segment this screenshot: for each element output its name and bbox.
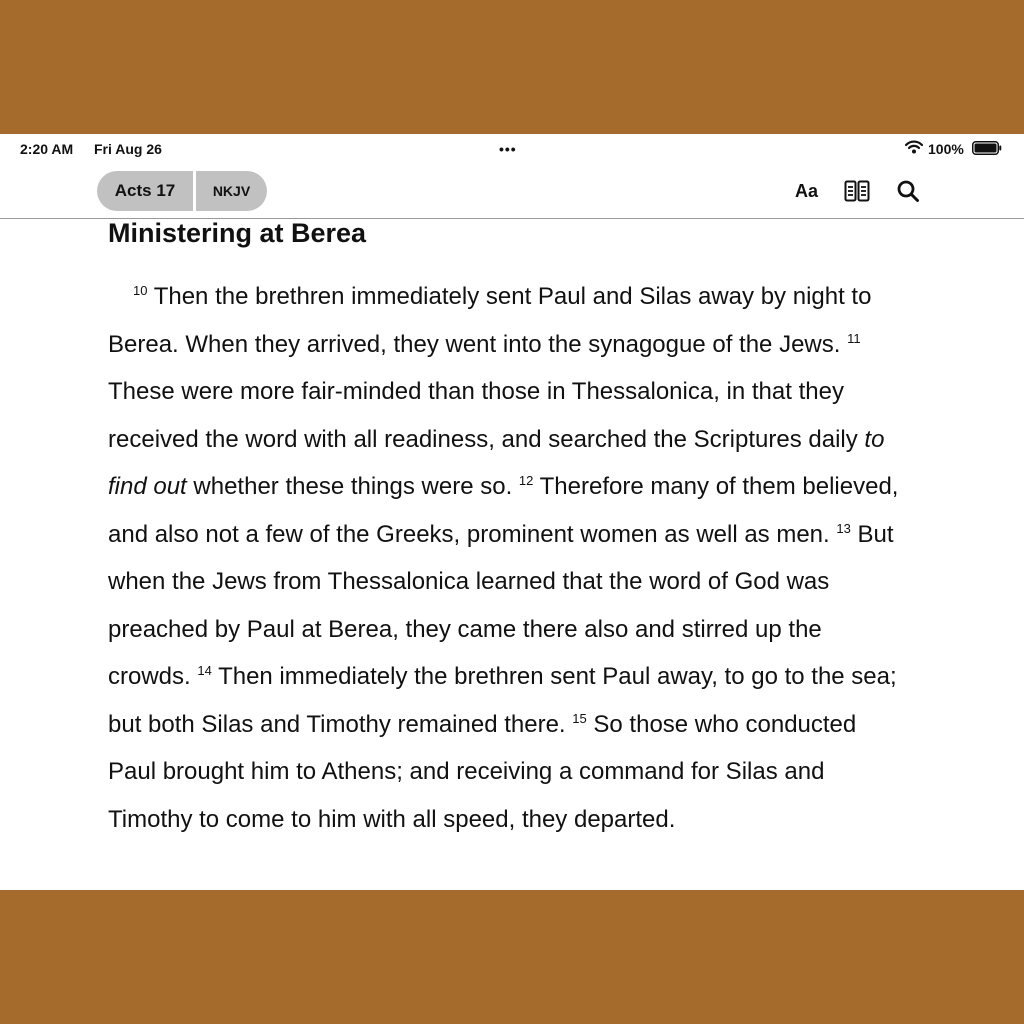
verse-text: But when the Jews from Thessalonica learned that the word of God was preached by Paul at Berea, they came there also and stirred up the crowds. (108, 520, 894, 690)
font-settings-button[interactable]: Aa (795, 181, 819, 201)
parallel-text-icon[interactable] (844, 179, 870, 203)
verse-number[interactable]: 12 (518, 473, 534, 488)
battery-icon (972, 141, 1002, 155)
battery-percent: 100% (928, 141, 964, 157)
reader-screen (0, 134, 1024, 890)
multitasking-dots[interactable]: ••• (499, 141, 517, 157)
passage-text (108, 273, 908, 843)
verse-number[interactable]: 14 (197, 663, 212, 678)
verse-text: Then the brethren immediately sent Paul and Silas away by night to Berea. When they arrived, they went into the synagogue of the Jews. (108, 283, 872, 358)
search-icon[interactable] (896, 179, 920, 203)
chapter-selector-button[interactable]: Acts 17 (97, 171, 193, 211)
verse-number[interactable]: 10 (133, 283, 148, 298)
status-bar (0, 134, 1024, 164)
wifi-icon (905, 140, 923, 154)
verse-text: These were more fair-minded than those in Thessalonica, in that they received the word with all readiness, and searched the Scriptures daily (108, 378, 865, 453)
verse-number[interactable]: 11 (847, 330, 861, 346)
nav-bar (0, 164, 1024, 219)
verse-number[interactable]: 13 (836, 520, 851, 536)
verse-text: Therefore many of them believed, and also not a few of the Greeks, prominent women as well as men. (108, 473, 899, 548)
italic-text: to find out (108, 425, 885, 500)
verse-text: So those who conducted Paul brought him to Athens; and receiving a command for Silas and Timothy to come to him with all speed, they departed. (108, 710, 857, 833)
verse-text: Then immediately the brethren sent Paul away, to go to the sea; but both Silas and Timothy remained there. (108, 663, 897, 738)
status-date: Fri Aug 26 (94, 141, 162, 157)
verse-text: whether these things were so. (186, 473, 519, 500)
section-heading: Ministering at Berea (108, 218, 367, 248)
verse-number[interactable]: 15 (572, 710, 587, 726)
translation-selector-button[interactable]: NKJV (196, 171, 267, 211)
status-time: 2:20 AM (20, 141, 74, 157)
